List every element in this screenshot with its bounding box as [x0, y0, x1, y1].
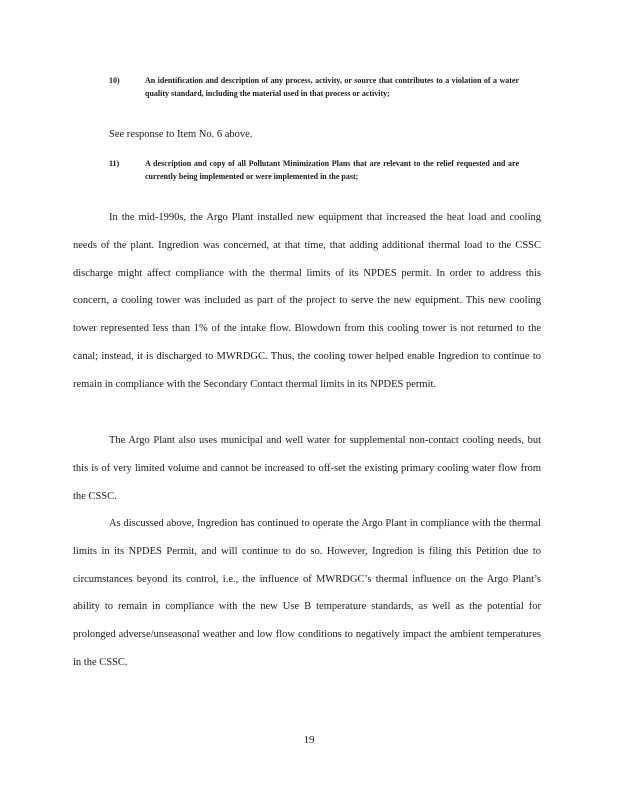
- see-response-note: See response to Item No. 6 above.: [109, 129, 253, 140]
- item-number: 10): [109, 76, 120, 85]
- item-text: A description and copy of all Pollutant Minimization Plans that are relevant to the relief requested and are currently being implemented or were implemented in the past;: [145, 159, 519, 181]
- paragraph-cooling-tower: In the mid-1990s, the Argo Plant installed new equipment that increased the heat load and cooling needs of the plant. Ingredion was concerned, at that time, that adding additional thermal load to the CSSC discharge might affect compliance with the thermal limits of its NPDES permit. In order to address this concern, a cooling tower was included as part of the project to serve the new equipment. This new cooling tower represented less than 1% of the intake flow. Blowdown from this cooling tower is not returned to the canal; instead, it is discharged to MWRDGC. Thus, the cooling tower helped enable Ingredion to continue to remain in compliance with the Secondary Contact thermal limits in its NPDES permit.: [73, 212, 541, 390]
- item-11: [109, 157, 519, 183]
- paragraph-compliance: As discussed above, Ingredion has continued to operate the Argo Plant in compliance with the thermal limits in its NPDES Permit, and will continue to do so. However, Ingredion is filing this Petition due to circumstances beyond its control, i.e., the influence of MWRDGC’s thermal influence on the Argo Plant’s ability to remain in compliance with the new Use B temperature standards, as well as the potential for prolonged adverse/unseasonal weather and low flow conditions to negatively impact the ambient temperatures in the CSSC.: [73, 518, 541, 668]
- page-number: 19: [303, 734, 315, 746]
- item-text: An identification and description of any process, activity, or source that contributes to a violation of a water quality standard, including the material used in that process or activity;: [145, 76, 519, 98]
- paragraph-municipal-water: The Argo Plant also uses municipal and well water for supplemental non-contact cooling needs, but this is of very limited volume and cannot be increased to off-set the existing primary cooling water flow from the CSSC.: [73, 435, 541, 502]
- item-10: [109, 74, 519, 100]
- item-number: 11): [109, 159, 120, 168]
